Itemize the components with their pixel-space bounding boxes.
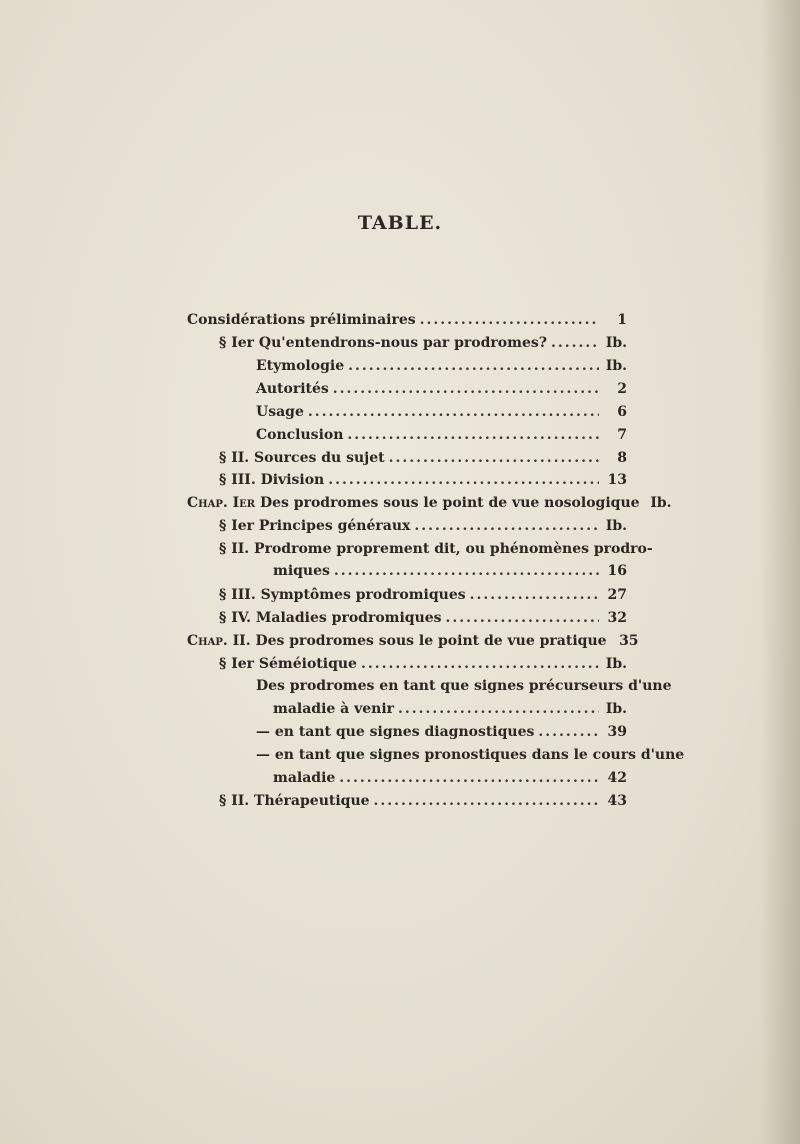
toc-page-number: 27 — [607, 587, 627, 603]
toc-entry-title: — en tant que signes diagnostiques — [256, 724, 535, 740]
toc-entry-title: Autorités — [256, 381, 329, 397]
toc-page-number: 7 — [617, 427, 627, 443]
toc-page-number: Ib. — [605, 358, 627, 374]
toc-leader — [328, 472, 599, 488]
toc-page-number: 32 — [607, 610, 627, 626]
toc-entry-title: Séméiotique — [258, 656, 357, 672]
toc-entry — [219, 472, 627, 488]
toc-chapter-mark: Chap. Ier — [187, 495, 256, 511]
toc-section-mark: § Ier — [219, 518, 255, 534]
toc-entry-title: Des prodromes en tant que signes précurseurs d'une — [256, 678, 672, 694]
toc-entry — [256, 747, 684, 763]
toc-leader — [551, 335, 599, 351]
toc-entry-title: Considérations préliminaires — [187, 312, 416, 328]
toc-entry-title: Etymologie — [256, 358, 345, 374]
toc-entry-title: — en tant que signes pronostiques dans le cours d'une — [256, 747, 685, 763]
toc-page-number: 8 — [617, 450, 627, 466]
toc-chapter-mark: Chap. II. — [187, 633, 251, 649]
toc-entry — [256, 404, 627, 420]
toc-section-mark: § III. — [219, 587, 256, 603]
toc-leader — [347, 427, 599, 443]
toc-entry-title: Thérapeutique — [254, 793, 370, 809]
toc-leader — [308, 404, 599, 420]
toc-entry — [273, 563, 627, 579]
toc-entry — [256, 381, 627, 397]
toc-entry-title: Symptômes prodromiques — [260, 587, 466, 603]
toc-entry — [219, 450, 627, 466]
toc-leader — [398, 701, 599, 717]
toc-leader — [446, 610, 599, 626]
toc-entry-title: Sources du sujet — [254, 450, 385, 466]
toc-entry-title: Des prodromes sous le point de vue pratique — [255, 633, 607, 649]
page-title: TABLE. — [357, 212, 443, 234]
toc-entry-title: miques — [273, 563, 330, 579]
toc-entry — [256, 427, 627, 443]
toc-entry — [219, 541, 653, 557]
toc-entry — [256, 678, 671, 694]
toc-entry-title: maladie à venir — [273, 701, 395, 717]
toc-section-mark: § Ier — [219, 656, 255, 672]
toc-leader — [333, 381, 599, 397]
toc-leader — [361, 656, 599, 672]
toc-entry-title: Qu'entendrons-nous par prodromes? — [258, 335, 547, 351]
toc-page-number: 39 — [607, 724, 627, 740]
toc-entry — [187, 495, 672, 511]
toc-entry — [273, 770, 627, 786]
toc-leader — [414, 518, 599, 534]
toc-page-number: Ib. — [650, 495, 672, 511]
toc-section-mark: § Ier — [219, 335, 255, 351]
toc-entry-title: Usage — [256, 404, 304, 420]
toc-entry — [219, 656, 627, 672]
toc-leader — [538, 724, 599, 740]
toc-page-number: Ib. — [605, 656, 627, 672]
toc-section-mark: § IV. — [219, 610, 252, 626]
toc-page-number: Ib. — [605, 518, 627, 534]
toc-leader — [470, 587, 599, 603]
toc-entry-title: Division — [260, 472, 325, 488]
toc-entry — [219, 518, 627, 534]
toc-entry — [219, 610, 627, 626]
toc-entry-title: Maladies prodromiques — [255, 610, 442, 626]
toc-leader — [348, 358, 599, 374]
toc-entry-title: Conclusion — [256, 427, 344, 443]
toc-page-number: 2 — [617, 381, 627, 397]
toc-section-mark: § III. — [219, 472, 256, 488]
toc-page-number: 42 — [607, 770, 627, 786]
toc-page-number: Ib. — [605, 335, 627, 351]
toc-section-mark: § II. — [219, 450, 250, 466]
toc-page-number: 1 — [617, 312, 627, 328]
toc-page-number: 13 — [607, 472, 627, 488]
toc-entry — [256, 358, 627, 374]
toc-leader — [334, 563, 599, 579]
toc-entry — [256, 724, 627, 740]
toc-leader — [389, 450, 599, 466]
toc-entry — [219, 335, 627, 351]
toc-entry — [219, 793, 627, 809]
page-spine-shadow — [760, 0, 800, 1144]
toc-entry-title: Des prodromes sous le point de vue nosologique — [259, 495, 640, 511]
toc-entry — [187, 633, 639, 649]
toc-section-mark: § II. — [219, 793, 250, 809]
toc-page-number: 16 — [607, 563, 627, 579]
toc-entry-title: Prodrome proprement dit, ou phénomènes prodro- — [254, 541, 653, 557]
toc-page-number: 43 — [607, 793, 627, 809]
toc-leader — [339, 770, 599, 786]
toc-entry-title: Principes généraux — [258, 518, 411, 534]
toc-leader — [420, 312, 599, 328]
toc-entry — [187, 312, 627, 328]
toc-page-number: 6 — [617, 404, 627, 420]
toc-page-number: 35 — [619, 633, 639, 649]
toc-entry — [273, 701, 627, 717]
toc-page-number: Ib. — [605, 701, 627, 717]
toc-entry-title: maladie — [273, 770, 336, 786]
toc-section-mark: § II. — [219, 541, 250, 557]
toc-leader — [374, 793, 599, 809]
toc-entry — [219, 587, 627, 603]
